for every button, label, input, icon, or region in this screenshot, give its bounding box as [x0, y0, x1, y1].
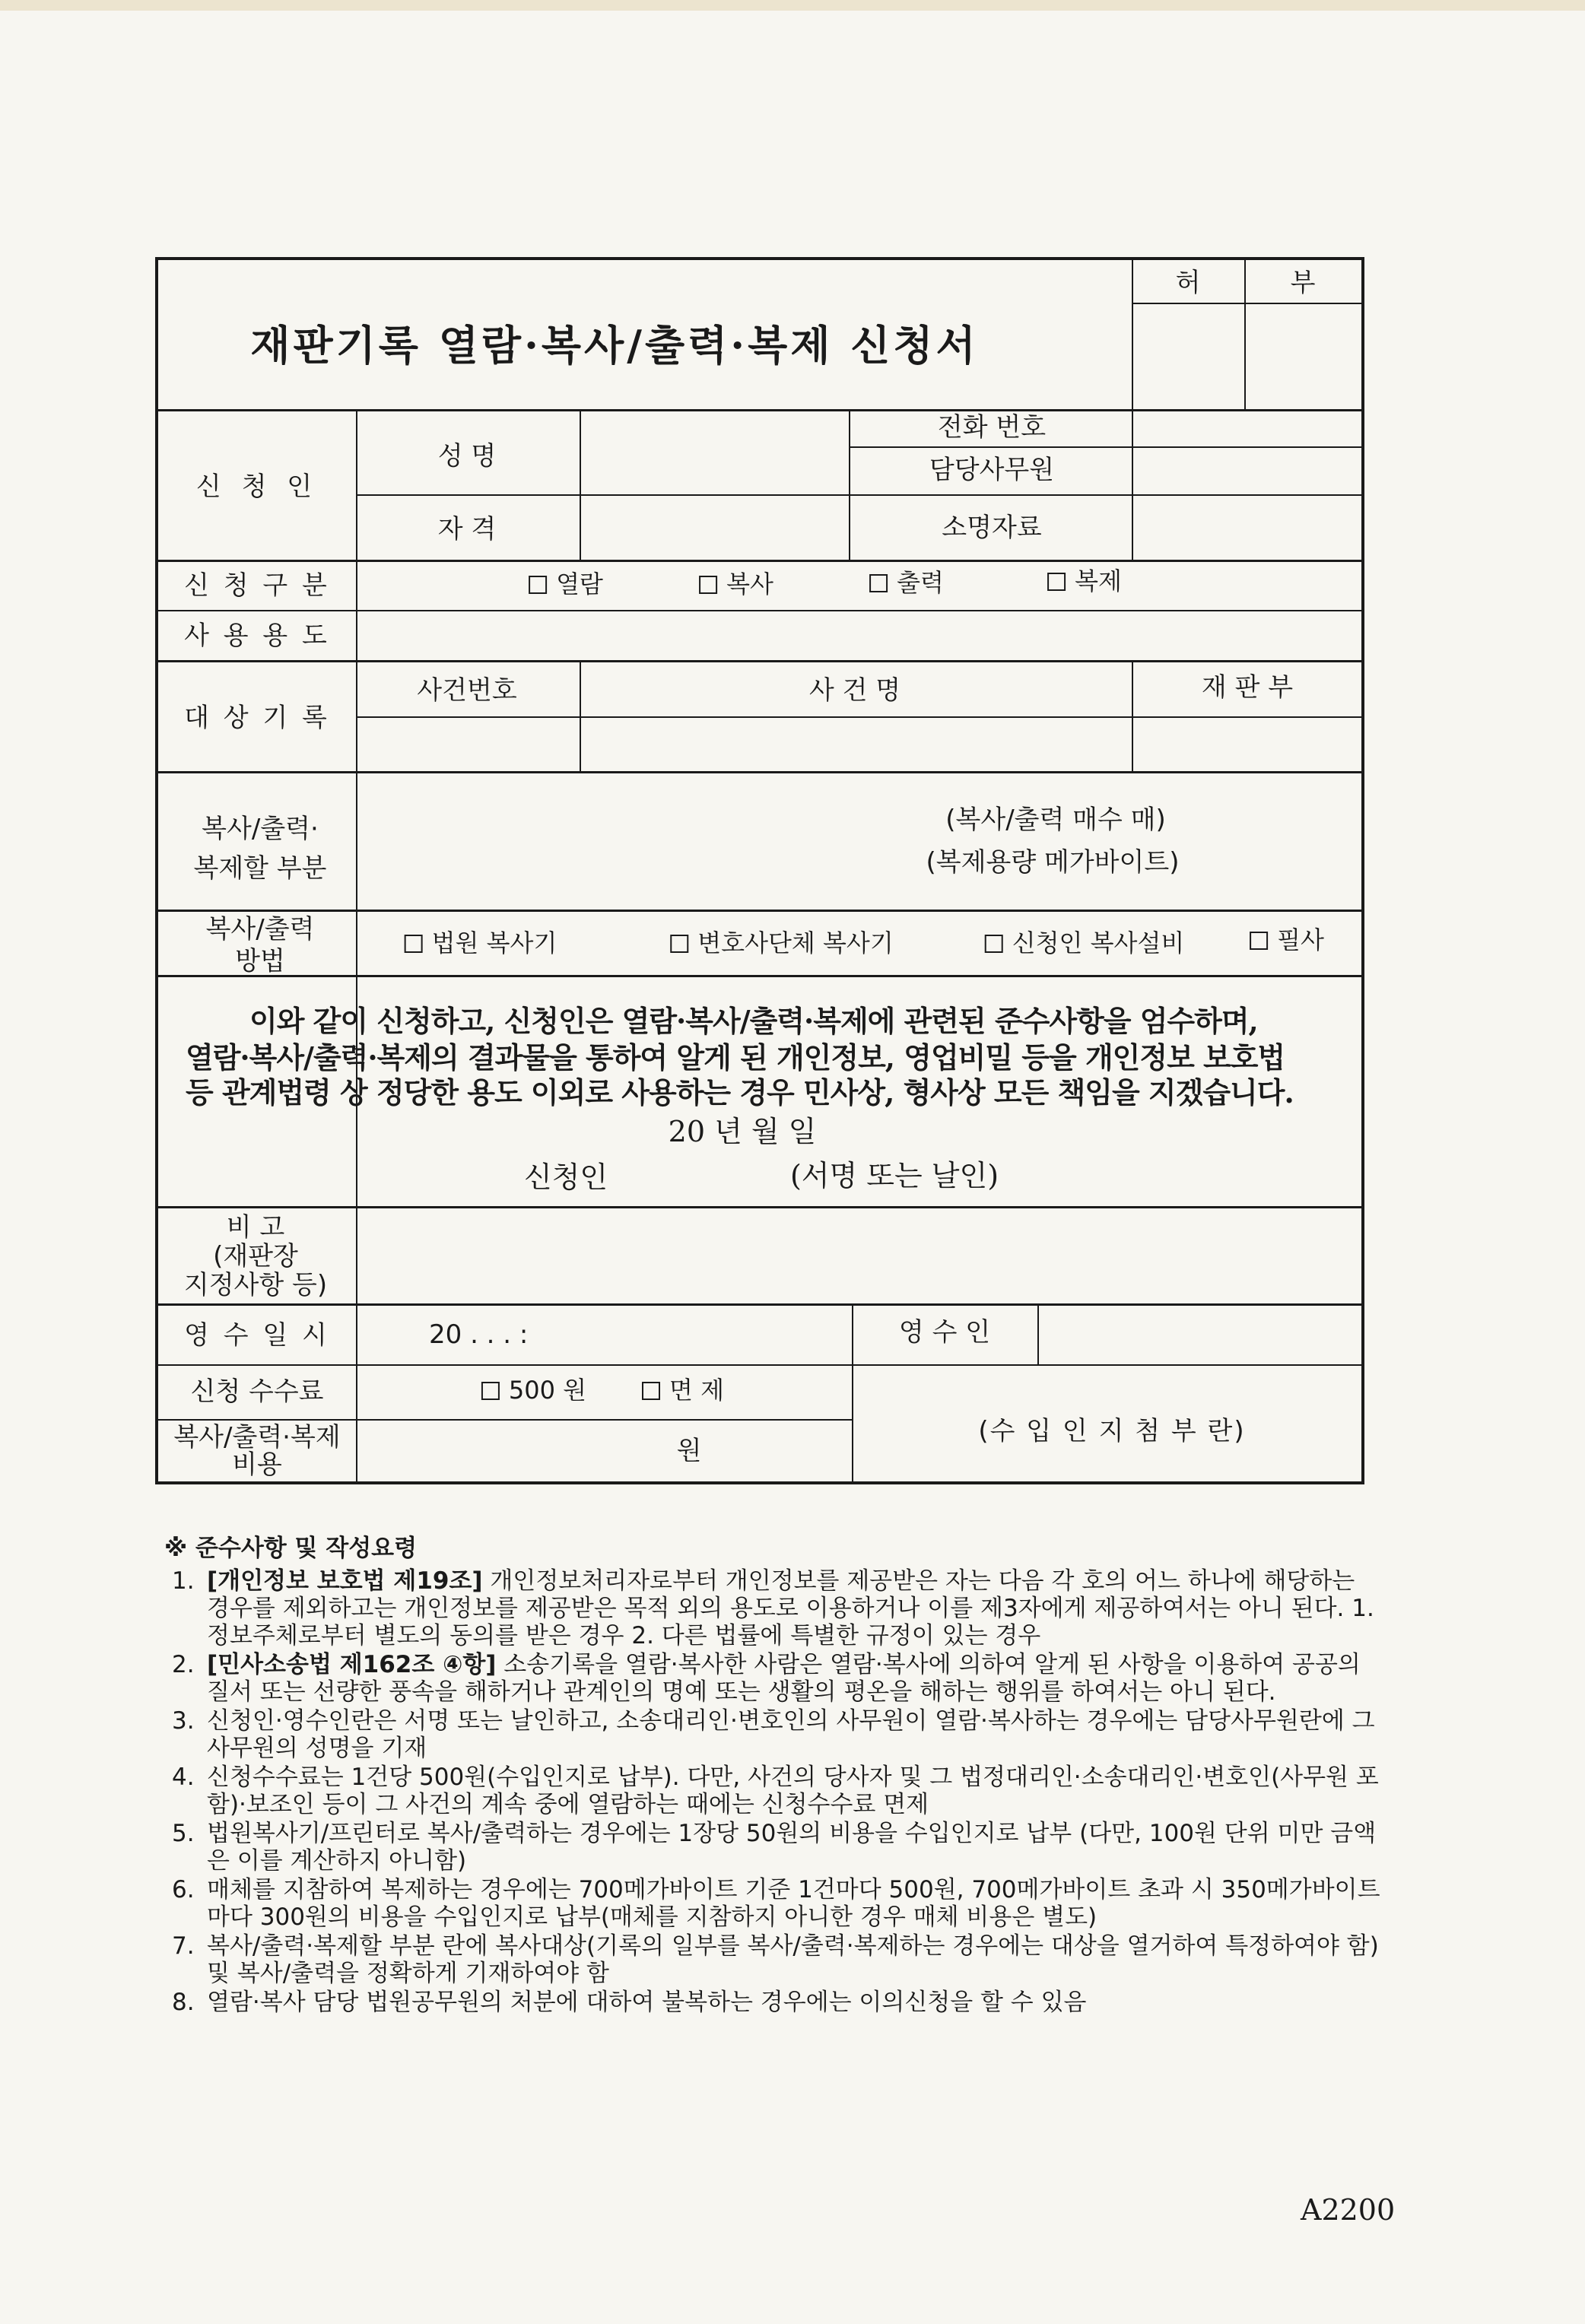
supporting-docs-field[interactable] — [1133, 496, 1361, 558]
supporting-docs-label: 소명자료 — [942, 513, 1042, 543]
guideline-item: 8. 열람·복사 담당 법원공무원의 처분에 대하여 불복하는 경우에는 이의신청을 할 수 있음 — [172, 1989, 1087, 2016]
copy-count-note: (복사/출력 매수 매) — [945, 805, 1166, 835]
paper-edge — [0, 0, 1585, 11]
method-option-bar-copier[interactable]: 변호사단체 복사기 — [670, 931, 893, 955]
cost-label-2: 비용 — [232, 1449, 282, 1480]
revenue-stamp-area: (수 입 인 지 첨 부 란) — [978, 1416, 1246, 1446]
purpose-label: 사 용 용 도 — [184, 621, 330, 651]
receiver-field[interactable] — [1039, 1305, 1361, 1363]
declaration-date: 20 년 월 일 — [668, 1115, 817, 1148]
guidelines — [164, 1529, 1381, 2018]
remarks-label: 비 고 — [226, 1212, 285, 1243]
case-name-label: 사 건 명 — [808, 675, 901, 706]
court-label: 재 판 부 — [1201, 672, 1294, 703]
fee-option-exempt[interactable]: 면 제 — [642, 1378, 724, 1402]
remarks-sub-1: (재판장 — [213, 1241, 298, 1272]
target-record-label: 대 상 기 록 — [184, 703, 330, 733]
remarks-field[interactable] — [357, 1208, 1361, 1302]
clerk-field[interactable] — [1133, 448, 1361, 494]
guideline-item: 7. 복사/출력·복제할 부분 란에 복사대상(기록의 일부를 복사/출력·복제하는 경우에는 대상을 열거하여 특정하여야 함) 및 복사/출력을 정확하게 기재하여야 함 — [172, 1932, 1379, 1987]
application-form — [155, 257, 1364, 1484]
category-label: 신 청 구 분 — [184, 570, 330, 601]
checkbox-icon — [985, 935, 1003, 953]
checkbox-icon — [670, 935, 688, 953]
form-title: 재판기록 열람·복사/출력·복제 신청서 — [250, 321, 979, 370]
receipt-datetime-label: 영 수 일 시 — [184, 1320, 330, 1351]
checkbox-icon — [481, 1382, 500, 1400]
fee-option-500[interactable]: 500 원 — [481, 1378, 586, 1402]
method-label-2: 방법 — [235, 946, 285, 976]
checkbox-icon — [869, 574, 888, 592]
clerk-label: 담당사무원 — [929, 455, 1055, 485]
checkbox-icon — [405, 935, 423, 953]
form-code: A2200 — [1301, 2193, 1396, 2227]
checkbox-icon — [1250, 932, 1268, 950]
checkbox-icon — [699, 576, 717, 594]
guideline-item: 1. [개인정보 보호법 제19조] 개인정보처리자로부터 개인정보를 제공받은 자는 다음 각 호의 어느 하나에 해당하는 경우를 제외하고는 개인정보를 제공받은 목적 외의 용도로 이용하거나 이를 제3자에게 제공하여서는 아니 된다. 1. 정보주체로부터 별도의 동의를 받은 경우 2. 다른 법률에 특별한 규정이 있는 경우 — [172, 1567, 1374, 1649]
case-number-field[interactable] — [357, 718, 578, 770]
method-option-handwrite[interactable]: 필사 — [1250, 928, 1324, 952]
reject-label: 부 — [1290, 268, 1316, 298]
guideline-item: 2. [민사소송법 제162조 ④항] 소송기록을 열람·복사한 사람은 열람·복사에 의하여 알게 된 사항을 이용하여 공공의 질서 또는 선량한 풍속을 해하거나 관계인의 명예 또는 생활의 평온을 해하는 행위를 하여서는 아니 된다. — [172, 1651, 1361, 1706]
method-option-own-device[interactable]: 신청인 복사설비 — [985, 931, 1185, 955]
checkbox-icon — [642, 1382, 660, 1400]
copy-part-field[interactable] — [357, 773, 890, 908]
reject-field[interactable] — [1246, 304, 1361, 408]
declaration-line-3: 등 관계법령 상 정당한 용도 이외로 사용하는 경우 민사상, 형사상 모든 책임을 지겠습니다. — [186, 1075, 1294, 1110]
guideline-item: 3. 신청인·영수인란은 서명 또는 날인하고, 소송대리인·변호인의 사무원이 열람·복사하는 경우에는 담당사무원란에 그 사무원의 성명을 기재 — [172, 1707, 1375, 1762]
category-option-duplicate[interactable]: 복제 — [1047, 569, 1122, 593]
name-field[interactable] — [581, 411, 847, 493]
method-label-1: 복사/출력 — [205, 914, 315, 945]
checkbox-icon — [529, 576, 547, 594]
category-option-copy[interactable]: 복사 — [699, 572, 773, 596]
declaration-line-1: 이와 같이 신청하고, 신청인은 열람·복사/출력·복제에 관련된 준수사항을 엄수하며, — [249, 1004, 1258, 1038]
qualification-field[interactable] — [581, 496, 847, 558]
cost-label-1: 복사/출력·복제 — [173, 1422, 341, 1452]
category-option-view[interactable]: 열람 — [529, 572, 603, 596]
category-option-print[interactable]: 출력 — [869, 570, 944, 595]
guideline-item: 6. 매체를 지참하여 복제하는 경우에는 700메가바이트 기준 1건마다 500원, 700메가바이트 초과 시 350메가바이트마다 300원의 비용을 수입인지로 납부(매체를 지참하지 아니한 경우 매체 비용은 별도) — [172, 1876, 1380, 1931]
applicant-label: 신 청 인 — [195, 471, 319, 502]
receipt-datetime-value[interactable]: 20 . . . : — [429, 1319, 529, 1350]
copy-size-note: (복제용량 메가바이트) — [926, 847, 1180, 878]
checkbox-icon — [1047, 573, 1066, 591]
qualification-label: 자 격 — [437, 514, 497, 544]
approve-field[interactable] — [1133, 304, 1244, 408]
case-name-field[interactable] — [581, 718, 1130, 770]
phone-field[interactable] — [1133, 411, 1361, 446]
declaration-line-2: 열람·복사/출력·복제의 결과물을 통하여 알게 된 개인정보, 영업비밀 등을 개인정보 보호법 — [186, 1040, 1285, 1075]
guideline-item: 4. 신청수수료는 1건당 500원(수입인지로 납부). 다만, 사건의 당사자 및 그 법정대리인·소송대리인·변호인(사무원 포함)·보조인 등이 그 사건의 계속 중에 열람하는 때에는 신청수수료 면제 — [172, 1764, 1379, 1818]
court-field[interactable] — [1133, 718, 1361, 770]
guideline-item: 5. 법원복사기/프린터로 복사/출력하는 경우에는 1장당 50원의 비용을 수입인지로 납부 (다만, 100원 단위 미만 금액은 이를 계산하지 아니함) — [172, 1820, 1377, 1875]
receiver-label: 영 수 인 — [898, 1317, 991, 1348]
phone-label: 전화 번호 — [937, 412, 1047, 443]
guidelines-heading: ※ 준수사항 및 작성요령 — [164, 1535, 418, 1562]
cost-unit: 원 — [676, 1436, 702, 1466]
remarks-sub-2: 지정사항 등) — [183, 1270, 328, 1300]
purpose-field[interactable] — [357, 611, 1361, 659]
name-label: 성 명 — [437, 441, 497, 471]
signer-label: 신청인 — [523, 1160, 608, 1194]
method-option-court-copier[interactable]: 법원 복사기 — [405, 931, 557, 955]
sign-note: (서명 또는 날인) — [789, 1159, 999, 1192]
fee-label: 신청 수수료 — [190, 1376, 324, 1407]
copy-part-label-1: 복사/출력· — [202, 814, 319, 844]
copy-part-label-2: 복제할 부분 — [193, 853, 327, 884]
approve-label: 허 — [1175, 268, 1201, 298]
case-number-label: 사건번호 — [417, 675, 517, 706]
